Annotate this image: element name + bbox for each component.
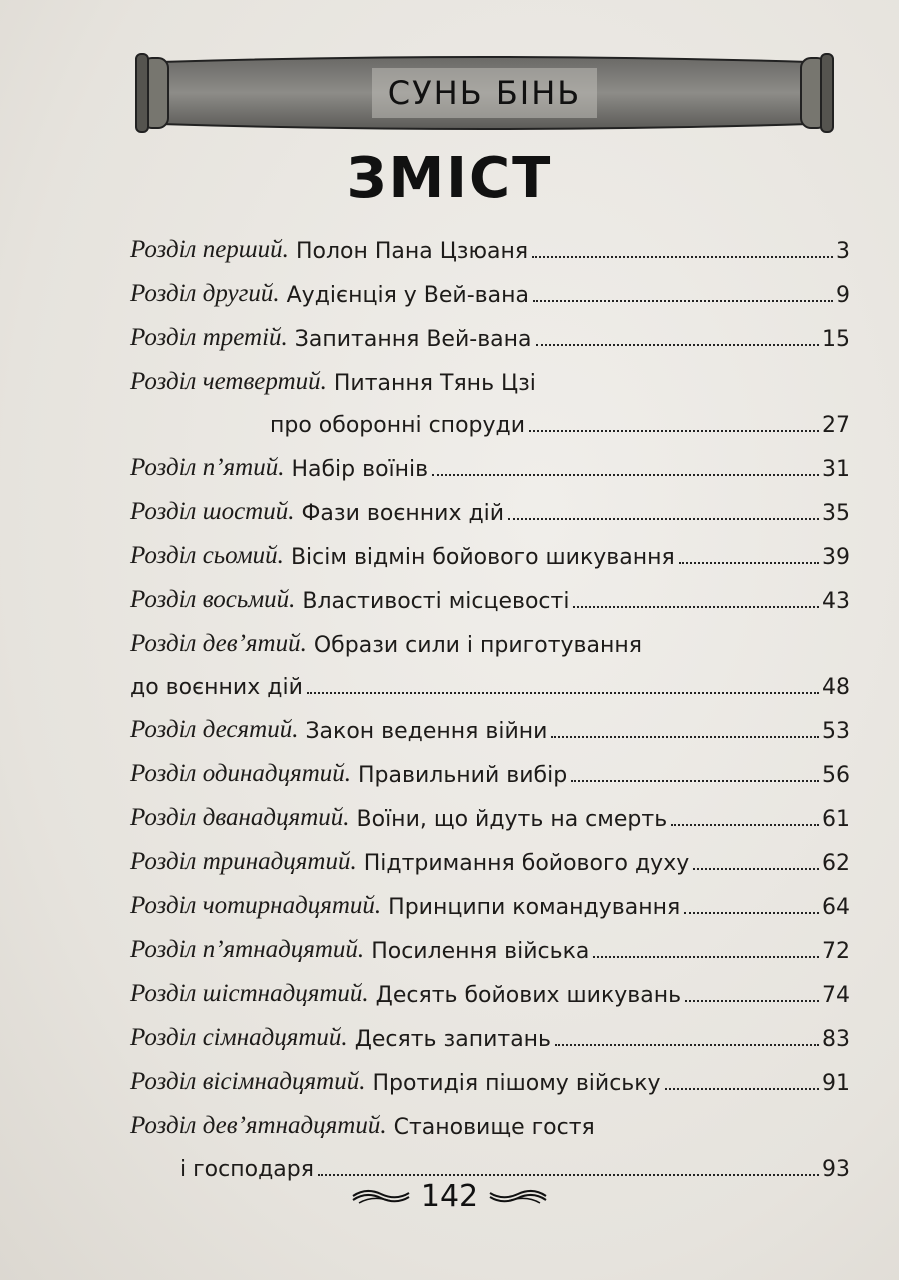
toc-chapter-title: Підтримання бойового духу bbox=[363, 851, 690, 876]
toc-section-label: Розділ другий. bbox=[130, 280, 280, 307]
toc-section-label: Розділ дванадцятий. bbox=[130, 804, 350, 831]
toc-entry bbox=[130, 228, 850, 272]
toc-entry bbox=[130, 490, 850, 534]
page-footer bbox=[0, 1172, 899, 1220]
toc-dot-leader bbox=[532, 256, 833, 258]
contents-heading: ЗМІСТ bbox=[346, 146, 553, 211]
toc-chapter-title: Принципи командування bbox=[388, 895, 681, 920]
toc-chapter-title: Аудієнція у Вей-вана bbox=[286, 283, 529, 308]
toc-section-label: Розділ третій. bbox=[130, 324, 288, 351]
toc-chapter-title: Десять запитань bbox=[354, 1027, 552, 1052]
toc-section-label: Розділ одинадцятий. bbox=[130, 760, 351, 787]
toc-dot-leader bbox=[571, 780, 819, 782]
toc-section-label: Розділ п’ятнадцятий. bbox=[130, 936, 365, 963]
toc-dot-leader bbox=[432, 474, 819, 476]
toc-dot-leader bbox=[533, 300, 833, 302]
toc-chapter-title: Полон Пана Цзюаня bbox=[295, 239, 529, 264]
toc-dot-leader bbox=[679, 562, 819, 564]
toc-page-number: 72 bbox=[822, 939, 850, 964]
toc-dot-leader bbox=[536, 344, 819, 346]
toc-page-number: 43 bbox=[822, 589, 850, 614]
toc-section-label: Розділ тринадцятий. bbox=[130, 848, 357, 875]
toc-dot-leader bbox=[684, 912, 819, 914]
toc-chapter-title: Закон ведення війни bbox=[305, 719, 548, 744]
toc-entry bbox=[130, 360, 850, 446]
toc-chapter-title: Фази воєнних дій bbox=[301, 501, 505, 526]
toc-dot-leader bbox=[529, 430, 819, 432]
toc-chapter-title-continued: до воєнних дій bbox=[130, 675, 303, 700]
toc-page-number: 48 bbox=[822, 675, 850, 700]
toc-chapter-title: Становище гостя bbox=[393, 1115, 595, 1140]
toc-entry bbox=[130, 796, 850, 840]
toc-page-number: 27 bbox=[822, 413, 850, 438]
toc-dot-leader bbox=[685, 1000, 819, 1002]
toc-page-number: 31 bbox=[822, 457, 850, 482]
toc-entry bbox=[130, 622, 850, 708]
toc-page-number: 74 bbox=[822, 983, 850, 1008]
toc-entry bbox=[130, 578, 850, 622]
toc-dot-leader bbox=[671, 824, 819, 826]
toc-dot-leader bbox=[573, 606, 819, 608]
toc-chapter-title: Правильний вибір bbox=[358, 763, 568, 788]
toc-entry bbox=[130, 752, 850, 796]
toc-section-label: Розділ дев’ятий. bbox=[130, 630, 307, 657]
toc-section-label: Розділ шостий. bbox=[130, 498, 295, 525]
toc-section-label: Розділ п’ятий. bbox=[130, 454, 285, 481]
toc-section-label: Розділ шістнадцятий. bbox=[130, 980, 369, 1007]
toc-page-number: 39 bbox=[822, 545, 850, 570]
scroll-banner bbox=[132, 52, 837, 134]
toc-dot-leader bbox=[693, 868, 819, 870]
toc-entry bbox=[130, 316, 850, 360]
toc-chapter-title: Властивості місцевості bbox=[302, 589, 570, 614]
toc-dot-leader bbox=[593, 956, 819, 958]
toc-chapter-title: Набір воїнів bbox=[291, 457, 429, 482]
toc-chapter-title: Протидія пішому війську bbox=[372, 1071, 661, 1096]
toc-page-number: 62 bbox=[822, 851, 850, 876]
toc-entry bbox=[130, 884, 850, 928]
toc-entry bbox=[130, 534, 850, 578]
toc-page-number: 83 bbox=[822, 1027, 850, 1052]
left-flourish-icon bbox=[351, 1185, 411, 1207]
toc-dot-leader bbox=[551, 736, 819, 738]
toc-section-label: Розділ сьомий. bbox=[130, 542, 284, 569]
toc-page-number: 64 bbox=[822, 895, 850, 920]
table-of-contents bbox=[130, 228, 850, 1190]
right-flourish-icon bbox=[488, 1185, 548, 1207]
toc-dot-leader bbox=[508, 518, 819, 520]
toc-chapter-title: Образи сили і приготування bbox=[313, 633, 642, 658]
toc-chapter-title: Вісім відмін бойового шикування bbox=[290, 545, 675, 570]
toc-page-number: 91 bbox=[822, 1071, 850, 1096]
toc-section-label: Розділ сімнадцятий. bbox=[130, 1024, 348, 1051]
toc-chapter-title: Десять бойових шикувань bbox=[375, 983, 682, 1008]
toc-page-number: 15 bbox=[822, 327, 850, 352]
toc-section-label: Розділ дев’ятнадцятий. bbox=[130, 1112, 387, 1139]
toc-page-number: 93 bbox=[822, 1157, 850, 1182]
toc-section-label: Розділ перший. bbox=[130, 236, 289, 263]
toc-section-label: Розділ десятий. bbox=[130, 716, 299, 743]
toc-entry bbox=[130, 972, 850, 1016]
toc-dot-leader bbox=[555, 1044, 819, 1046]
toc-section-label: Розділ восьмий. bbox=[130, 586, 296, 613]
toc-dot-leader bbox=[665, 1088, 819, 1090]
toc-page-number: 3 bbox=[836, 239, 850, 264]
toc-chapter-title: Запитання Вей-вана bbox=[294, 327, 532, 352]
toc-entry bbox=[130, 840, 850, 884]
toc-section-label: Розділ четвертий. bbox=[130, 368, 327, 395]
toc-chapter-title: Посилення війська bbox=[371, 939, 590, 964]
toc-page-number: 61 bbox=[822, 807, 850, 832]
book-author-title: СУНЬ БІНЬ bbox=[387, 74, 582, 112]
toc-chapter-title: Воїни, що йдуть на смерть bbox=[356, 807, 668, 832]
toc-entry bbox=[130, 272, 850, 316]
toc-section-label: Розділ вісімнадцятий. bbox=[130, 1068, 366, 1095]
toc-entry bbox=[130, 1016, 850, 1060]
toc-dot-leader bbox=[307, 692, 819, 694]
toc-chapter-title-continued: про оборонні споруди bbox=[270, 413, 526, 438]
toc-chapter-title: Питання Тянь Цзі bbox=[333, 371, 536, 396]
toc-section-label: Розділ чотирнадцятий. bbox=[130, 892, 382, 919]
toc-entry bbox=[130, 708, 850, 752]
toc-entry bbox=[130, 1060, 850, 1104]
toc-entry bbox=[130, 928, 850, 972]
toc-page-number: 35 bbox=[822, 501, 850, 526]
page-number: 142 bbox=[420, 1178, 479, 1214]
toc-entry bbox=[130, 446, 850, 490]
toc-chapter-title-continued: і господаря bbox=[180, 1157, 314, 1182]
toc-page-number: 9 bbox=[836, 283, 850, 308]
toc-page-number: 56 bbox=[822, 763, 850, 788]
toc-page-number: 53 bbox=[822, 719, 850, 744]
